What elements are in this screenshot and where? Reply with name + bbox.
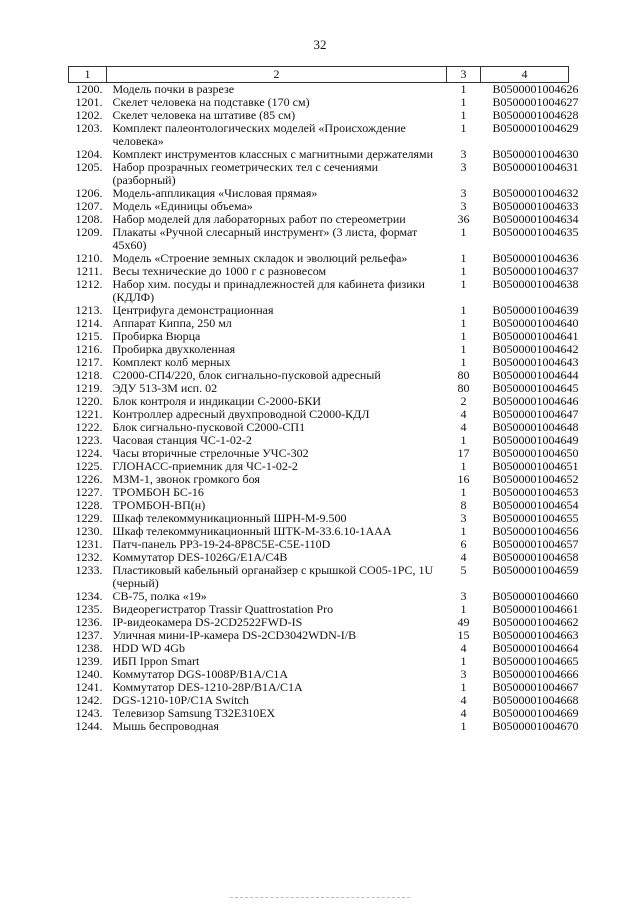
inventory-code: В0500001004652 [492, 472, 579, 486]
row-number: 1220. [75, 394, 103, 408]
item-name: Пластиковый кабельный органайзер с крышкой СО05-1РС, 1U (черный) [112, 563, 434, 590]
inventory-code: В0500001004667 [492, 680, 579, 694]
item-name: HDD WD 4Gb [112, 641, 185, 655]
inventory-code: В0500001004644 [492, 368, 579, 382]
inventory-code: В0500001004639 [492, 303, 579, 317]
row-number: 1214. [75, 316, 103, 330]
row-number: 1216. [75, 342, 103, 356]
inventory-code: В0500001004660 [492, 589, 579, 603]
inventory-code: В0500001004661 [492, 602, 579, 616]
item-name: Мышь беспроводная [112, 719, 219, 733]
item-name: Коммутатор DES-1026G/E1A/C4B [112, 550, 288, 564]
item-quantity: 80 [457, 368, 470, 382]
item-quantity: 1 [460, 602, 467, 616]
inventory-code: В0500001004664 [492, 641, 579, 655]
item-quantity: 16 [457, 472, 470, 486]
column-header-quantity: 3 [447, 67, 481, 83]
row-number: 1219. [75, 381, 103, 395]
inventory-code: В0500001004659 [492, 563, 579, 577]
item-name: МЗМ-1, звонок громкого боя [112, 472, 260, 486]
row-number: 1236. [75, 615, 103, 629]
row-number: 1211. [75, 264, 103, 278]
row-number: 1212. [75, 277, 103, 291]
inventory-code: В0500001004657 [492, 537, 579, 551]
item-name: СВ-75, полка «19» [112, 589, 207, 603]
item-quantity: 49 [457, 615, 470, 629]
table-row [69, 564, 569, 590]
item-quantity: 4 [460, 641, 467, 655]
inventory-code: В0500001004643 [492, 355, 579, 369]
item-quantity: 1 [460, 719, 467, 733]
row-number: 1238. [75, 641, 103, 655]
item-quantity: 1 [460, 303, 467, 317]
item-name: Модель-аппликация «Числовая прямая» [112, 186, 318, 200]
inventory-code: В0500001004666 [492, 667, 579, 681]
row-number: 1231. [75, 537, 103, 551]
inventory-code: В0500001004637 [492, 264, 579, 278]
row-number: 1222. [75, 420, 103, 434]
row-number: 1230. [75, 524, 103, 538]
item-quantity: 17 [457, 446, 470, 460]
item-quantity: 2 [460, 394, 467, 408]
table-body [69, 82, 579, 734]
item-quantity: 4 [460, 407, 467, 421]
inventory-code: В0500001004634 [492, 212, 579, 226]
inventory-code: В0500001004669 [492, 706, 579, 720]
inventory-code: В0500001004641 [492, 329, 579, 343]
row-number: 1232. [75, 550, 103, 564]
table-row [69, 278, 569, 304]
inventory-code: В0500001004631 [492, 160, 579, 174]
inventory-code: В0500001004647 [492, 407, 579, 421]
item-name: Часовая станция ЧС-1-02-2 [112, 433, 252, 447]
item-quantity: 3 [460, 160, 467, 174]
item-quantity: 36 [457, 212, 470, 226]
inventory-code: В0500001004630 [492, 147, 579, 161]
item-name: Коммутатор DES-1210-28P/B1A/C1A [112, 680, 303, 694]
item-name: ТРОМБОН-ВП(н) [112, 498, 206, 512]
inventory-code: В0500001004627 [492, 95, 579, 109]
row-number: 1235. [75, 602, 103, 616]
row-number: 1233. [75, 563, 103, 577]
item-name: Плакаты «Ручной слесарный инструмент» (3 листа, формат 45х60) [112, 225, 418, 252]
item-name: Пробирка двухколенная [112, 342, 236, 356]
item-quantity: 1 [460, 225, 467, 239]
item-quantity: 80 [457, 381, 470, 395]
item-name: Комплект палеонтологических моделей «Происхождение человека» [112, 121, 406, 148]
inventory-code: В0500001004656 [492, 524, 579, 538]
item-quantity: 1 [460, 82, 467, 96]
table-row [69, 122, 569, 148]
item-quantity: 4 [460, 693, 467, 707]
inventory-code: В0500001004626 [492, 82, 579, 96]
item-name: ЭДУ 513-3М исп. 02 [112, 381, 218, 395]
item-name: Модель «Единицы объема» [112, 199, 253, 213]
item-quantity: 1 [460, 108, 467, 122]
item-quantity: 1 [460, 355, 467, 369]
page-number: 32 [313, 37, 327, 52]
inventory-code: В0500001004635 [492, 225, 579, 239]
inventory-table [68, 66, 579, 733]
row-number: 1221. [75, 407, 103, 421]
row-number: 1204. [75, 147, 103, 161]
item-quantity: 1 [460, 524, 467, 538]
item-name: Комплект колб мерных [112, 355, 231, 369]
row-number: 1210. [75, 251, 103, 265]
row-number: 1224. [75, 446, 103, 460]
item-name: ТРОМБОН БС-16 [112, 485, 204, 499]
item-quantity: 3 [460, 511, 467, 525]
inventory-code: В0500001004663 [492, 628, 579, 642]
column-header-code: 4 [481, 67, 569, 83]
row-number: 1243. [75, 706, 103, 720]
item-name: Шкаф телекоммуникационный ШТК-М-33.6.10-1ААА [112, 524, 392, 538]
item-quantity: 1 [460, 264, 467, 278]
row-number: 1227. [75, 485, 103, 499]
item-quantity: 15 [457, 628, 470, 642]
item-name: С2000-СП4/220, блок сигнально-пусковой адресный [112, 368, 381, 382]
row-number: 1203. [75, 121, 103, 135]
inventory-code: В0500001004638 [492, 277, 579, 291]
item-quantity: 4 [460, 420, 467, 434]
inventory-code: В0500001004665 [492, 654, 579, 668]
row-number: 1228. [75, 498, 103, 512]
inventory-code: В0500001004628 [492, 108, 579, 122]
row-number: 1225. [75, 459, 103, 473]
item-quantity: 1 [460, 680, 467, 694]
item-quantity: 1 [460, 459, 467, 473]
row-number: 1218. [75, 368, 103, 382]
inventory-code: В0500001004633 [492, 199, 579, 213]
column-header-name: 2 [107, 67, 447, 83]
inventory-code: В0500001004658 [492, 550, 579, 564]
row-number: 1237. [75, 628, 103, 642]
item-quantity: 1 [460, 342, 467, 356]
row-number: 1229. [75, 511, 103, 525]
item-name: Телевизор Samsung T32E310EX [112, 706, 276, 720]
row-number: 1206. [75, 186, 103, 200]
inventory-code: В0500001004649 [492, 433, 579, 447]
item-name: Патч-панель PP3-19-24-8P8C5E-C5E-110D [112, 537, 331, 551]
item-name: Набор хим. посуды и принадлежностей для кабинета физики (КДЛФ) [112, 277, 425, 304]
row-number: 1242. [75, 693, 103, 707]
table-row [69, 161, 569, 187]
row-number: 1202. [75, 108, 103, 122]
item-quantity: 4 [460, 706, 467, 720]
item-quantity: 1 [460, 95, 467, 109]
row-number: 1240. [75, 667, 103, 681]
row-number: 1239. [75, 654, 103, 668]
inventory-code: В0500001004651 [492, 459, 579, 473]
inventory-code: В0500001004650 [492, 446, 579, 460]
item-name: Скелет человека на штативе (85 см) [112, 108, 296, 122]
table-row [69, 720, 569, 733]
row-number: 1226. [75, 472, 103, 486]
item-quantity: 6 [460, 537, 467, 551]
footer-divider [230, 897, 410, 899]
item-name: DGS-1210-10P/C1A Switch [112, 693, 249, 707]
item-quantity: 5 [460, 563, 467, 577]
item-name: Весы технические до 1000 г с разновесом [112, 264, 327, 278]
item-name: Аппарат Киппа, 250 мл [112, 316, 232, 330]
item-quantity: 1 [460, 316, 467, 330]
item-quantity: 1 [460, 329, 467, 343]
item-quantity: 3 [460, 186, 467, 200]
item-name: Блок сигнально-пусковой С2000-СП1 [112, 420, 306, 434]
inventory-code: В0500001004668 [492, 693, 579, 707]
row-number: 1201. [75, 95, 103, 109]
item-name: IP-видеокамера DS-2CD2522FWD-IS [112, 615, 303, 629]
item-name: Набор моделей для лабораторных работ по стереометрии [112, 212, 406, 226]
row-number: 1205. [75, 160, 103, 174]
item-name: ИБП Ippon Smart [112, 654, 200, 668]
inventory-code: В0500001004653 [492, 485, 579, 499]
item-name: Центрифуга демонстрационная [112, 303, 274, 317]
item-quantity: 3 [460, 667, 467, 681]
inventory-code: В0500001004654 [492, 498, 579, 512]
item-name: Скелет человека на подставке (170 см) [112, 95, 310, 109]
table-row [69, 226, 569, 252]
column-header-number: 1 [69, 67, 107, 83]
inventory-code: В0500001004670 [492, 719, 579, 733]
item-name: ГЛОНАСС-приемник для ЧС-1-02-2 [112, 459, 298, 473]
inventory-code: В0500001004632 [492, 186, 579, 200]
row-number: 1217. [75, 355, 103, 369]
item-quantity: 4 [460, 550, 467, 564]
inventory-code: В0500001004629 [492, 121, 579, 135]
item-quantity: 1 [460, 433, 467, 447]
item-name: Коммутатор DGS-1008P/B1A/C1A [112, 667, 289, 681]
item-name: Видеорегистратор Trassir Quattrostation Pro [112, 602, 334, 616]
table-row [69, 83, 569, 97]
inventory-code: В0500001004655 [492, 511, 579, 525]
item-name: Часы вторичные стрелочные УЧС-302 [112, 446, 309, 460]
row-number: 1207. [75, 199, 103, 213]
item-name: Уличная мини-IP-камера DS-2CD3042WDN-I/B [112, 628, 357, 642]
item-name: Комплект инструментов классных с магнитными держателями [112, 147, 434, 161]
row-number: 1208. [75, 212, 103, 226]
row-number: 1241. [75, 680, 103, 694]
item-name: Блок контроля и индикации С-2000-БКИ [112, 394, 322, 408]
row-number: 1234. [75, 589, 103, 603]
item-quantity: 3 [460, 147, 467, 161]
item-quantity: 8 [460, 498, 467, 512]
inventory-code: В0500001004662 [492, 615, 579, 629]
item-name: Шкаф телекоммуникационный ШРН-М-9.500 [112, 511, 347, 525]
inventory-code: В0500001004648 [492, 420, 579, 434]
table-header [69, 67, 569, 83]
row-number: 1213. [75, 303, 103, 317]
inventory-code: В0500001004636 [492, 251, 579, 265]
item-name: Модель «Строение земных складок и эволюций рельефа» [112, 251, 408, 265]
item-name: Контроллер адресный двухпроводной С2000-КДЛ [112, 407, 370, 421]
row-number: 1223. [75, 433, 103, 447]
row-number: 1200. [75, 82, 103, 96]
item-name: Модель почки в разрезе [112, 82, 235, 96]
item-name: Пробирка Вюрца [112, 329, 201, 343]
row-number: 1215. [75, 329, 103, 343]
row-number: 1244. [75, 719, 103, 733]
item-quantity: 1 [460, 121, 467, 135]
item-quantity: 1 [460, 654, 467, 668]
item-quantity: 1 [460, 277, 467, 291]
row-number: 1209. [75, 225, 103, 239]
item-quantity: 1 [460, 485, 467, 499]
inventory-code: В0500001004646 [492, 394, 579, 408]
inventory-code: В0500001004642 [492, 342, 579, 356]
item-name: Набор прозрачных геометрических тел с сечениями (разборный) [112, 160, 379, 187]
item-quantity: 3 [460, 199, 467, 213]
item-quantity: 1 [460, 251, 467, 265]
inventory-code: В0500001004645 [492, 381, 579, 395]
item-quantity: 3 [460, 589, 467, 603]
inventory-code: В0500001004640 [492, 316, 579, 330]
